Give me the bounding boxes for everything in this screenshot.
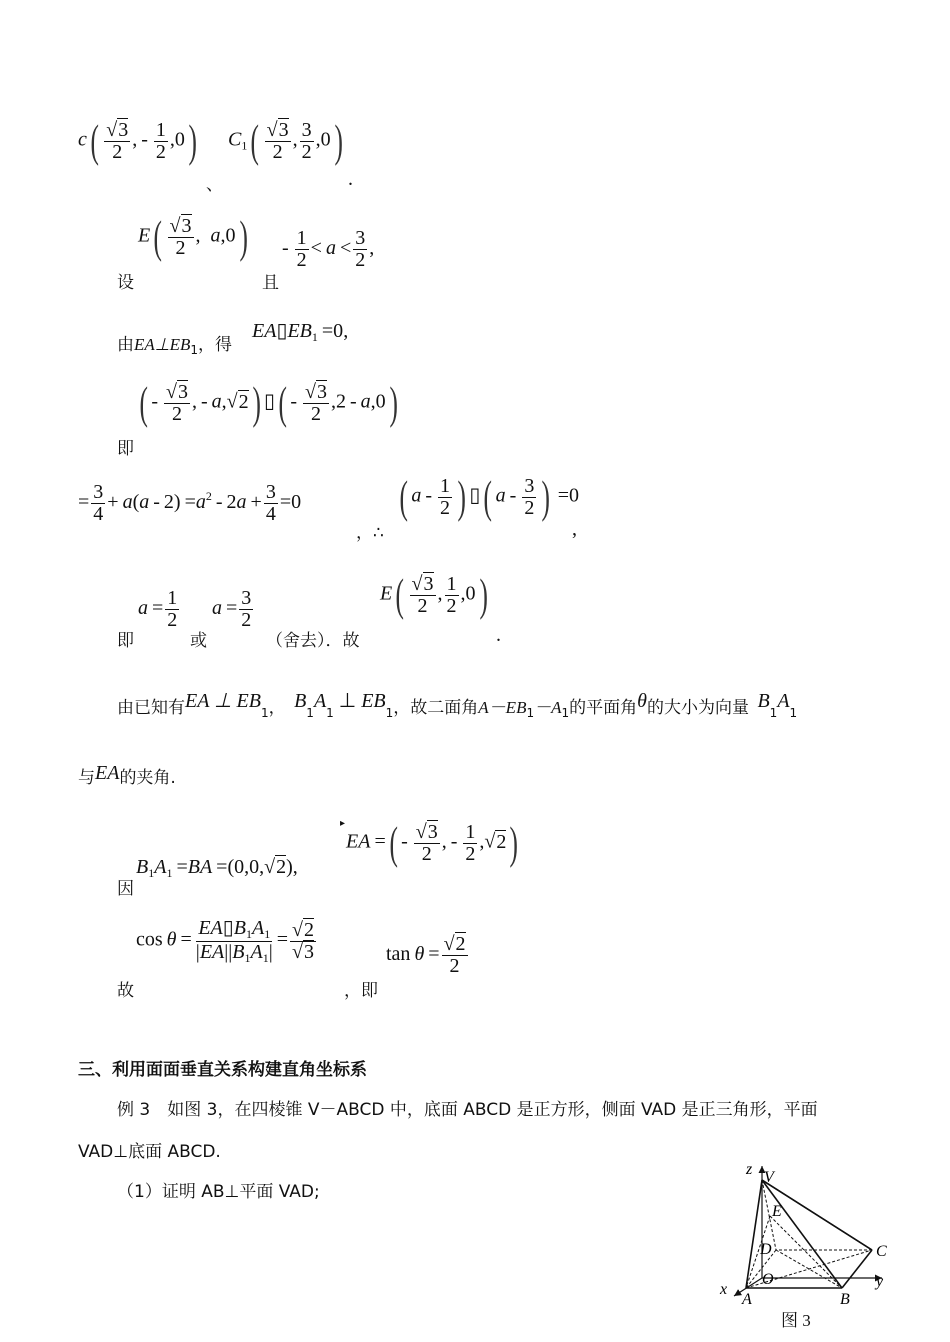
label-y: y bbox=[876, 1273, 884, 1290]
she-text: 设 bbox=[117, 273, 134, 293]
vector-product-expr: ( - $\frac{√3}{2}$ , - a,√2) ▯( - $\frac{√3}{2}$ ,2 - a,0) bbox=[139, 377, 398, 428]
label-c: C bbox=[876, 1243, 887, 1260]
cos-theta-expr: cos θ = $\frac{EA▯B_1A_1}{|EA||B_1A_1|}$ = $\frac{√2}{√3}$ bbox=[136, 917, 314, 965]
therefore-symbol: ，∴ bbox=[356, 523, 384, 543]
e-point-solution: E( $\frac{√3}{2}$ , $\frac{1}{2}$ ,0) bbox=[380, 569, 488, 620]
dot-product-zero: $EA▯EB_1 =0$, bbox=[252, 320, 349, 344]
arrow-mark: ▸ bbox=[340, 818, 346, 829]
a-three-half: a = $\frac{3}{2}$ bbox=[212, 587, 252, 631]
label-d: D bbox=[760, 1241, 772, 1258]
point-e-coords: E( $\frac{√3}{2}$ , a,0) bbox=[138, 211, 248, 262]
figure-caption: 图 3 bbox=[781, 1311, 811, 1330]
ji-text-2: 即 bbox=[117, 631, 134, 651]
comma: , bbox=[572, 518, 577, 540]
label-v: V bbox=[764, 1169, 774, 1186]
quadratic-expr: = $\frac{3}{4}$ + $a(a - 2) =a^2 - 2a$ + $\frac{3}{4}$ =0 bbox=[78, 481, 302, 525]
tan-theta-expr: tan θ = $\frac{√2}{2}$ bbox=[386, 933, 466, 977]
ji-text-1: 即 bbox=[117, 439, 134, 459]
period: . bbox=[496, 624, 501, 646]
a-half: a = $\frac{1}{2}$ bbox=[138, 587, 178, 631]
question-1: （1）证明 AB⊥平面 VAD; bbox=[117, 1182, 320, 1202]
b1a1-vector: $B_1A_1 =BA =(0,0,√2)$, bbox=[136, 856, 298, 880]
line8-text: 与EA的夹角. bbox=[78, 762, 176, 788]
huo-text: 或 bbox=[190, 631, 207, 651]
pyramid-figure bbox=[712, 1158, 902, 1308]
pause-mark: 、 bbox=[206, 175, 223, 195]
point-c1-coords: $C_1$( $\frac{√3}{2}$ , $\frac{3}{2}$ ,0) bbox=[228, 115, 343, 166]
section-heading: 三、利用面面垂直关系构建直角坐标系 bbox=[78, 1060, 367, 1080]
example3-line1: 例 3 如图 3，在四棱锥 V－ABCD 中，底面 ABCD 是正方形，侧面 VAD 是正三角形，平面 bbox=[117, 1100, 818, 1120]
line3-text: 由$EA\perp EB_1$，得 bbox=[117, 335, 232, 357]
point-c-coords: c( $\frac{√3}{2}$ , - $\frac{1}{2}$ ,0) bbox=[78, 115, 197, 166]
ea-vector: EA =( - $\frac{√3}{2}$ , - $\frac{1}{2}$ ,√2) bbox=[346, 817, 519, 868]
label-e: E bbox=[772, 1203, 782, 1220]
gu-text: 故 bbox=[117, 981, 134, 1001]
period: . bbox=[348, 168, 353, 190]
ji-text-3: ，即 bbox=[344, 981, 378, 1001]
factored-expr: ( a - $\frac{1}{2}$ ) ▯( a - $\frac{3}{2}$ ) =0 bbox=[399, 471, 579, 522]
label-a: A bbox=[742, 1291, 752, 1308]
shequ-text: （舍去）．故 bbox=[266, 631, 360, 651]
qie-text: 且 bbox=[262, 273, 279, 293]
yin-text: 因 bbox=[117, 879, 134, 899]
label-x: x bbox=[720, 1281, 728, 1298]
label-z: z bbox=[746, 1161, 753, 1178]
range-a: - $\frac{1}{2}$ < a < $\frac{3}{2}$ , bbox=[282, 227, 375, 271]
line7-text: 由已知有EA ⊥ $EB_1$， $B_1A_1$ ⊥ $EB_1$，故二面角$A-EB_1-A_1$的平面角θ的大小为向量 $B_1A_1$ bbox=[117, 690, 798, 720]
label-b: B bbox=[840, 1291, 850, 1308]
example3-line2: VAD⊥底面 ABCD. bbox=[78, 1142, 221, 1162]
label-o: O bbox=[762, 1271, 774, 1288]
